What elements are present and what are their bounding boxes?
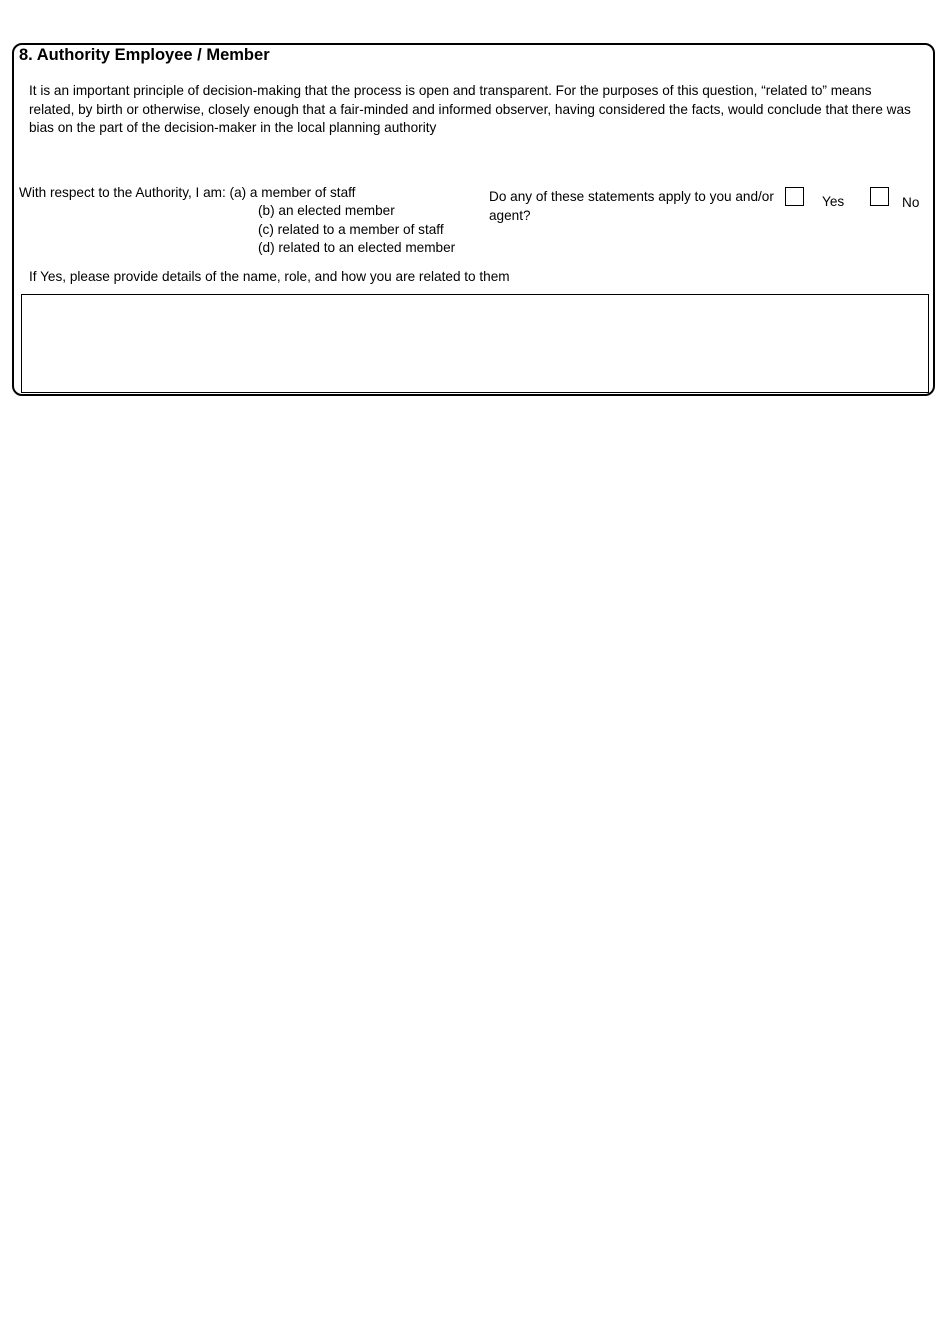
yes-checkbox[interactable] bbox=[785, 187, 804, 206]
respect-options-list bbox=[258, 202, 455, 258]
respect-lead-text: With respect to the Authority, I am: (a) a member of staff bbox=[19, 185, 356, 200]
details-prompt: If Yes, please provide details of the name, role, and how you are related to them bbox=[29, 269, 510, 284]
no-checkbox[interactable] bbox=[870, 187, 889, 206]
statements-apply-question: Do any of these statements apply to you and/or agent? bbox=[489, 189, 774, 223]
respect-option-d: (d) related to an elected member bbox=[258, 240, 456, 255]
no-label: No bbox=[902, 195, 920, 210]
yes-label: Yes bbox=[822, 194, 845, 209]
respect-option-b: (b) an elected member bbox=[258, 203, 395, 218]
intro-paragraph: It is an important principle of decision-making that the process is open and transparent. For the purposes of this question, “related to” means related, by birth or otherwise, closely enough that a fair-minded and informed observer, having considered the facts, would conclude that there was bias on the part of the decision-maker in the local planning authority bbox=[29, 83, 911, 135]
respect-option-c: (c) related to a member of staff bbox=[258, 221, 444, 237]
section-title: 8. Authority Employee / Member bbox=[19, 46, 270, 64]
details-textarea[interactable] bbox=[21, 294, 929, 393]
